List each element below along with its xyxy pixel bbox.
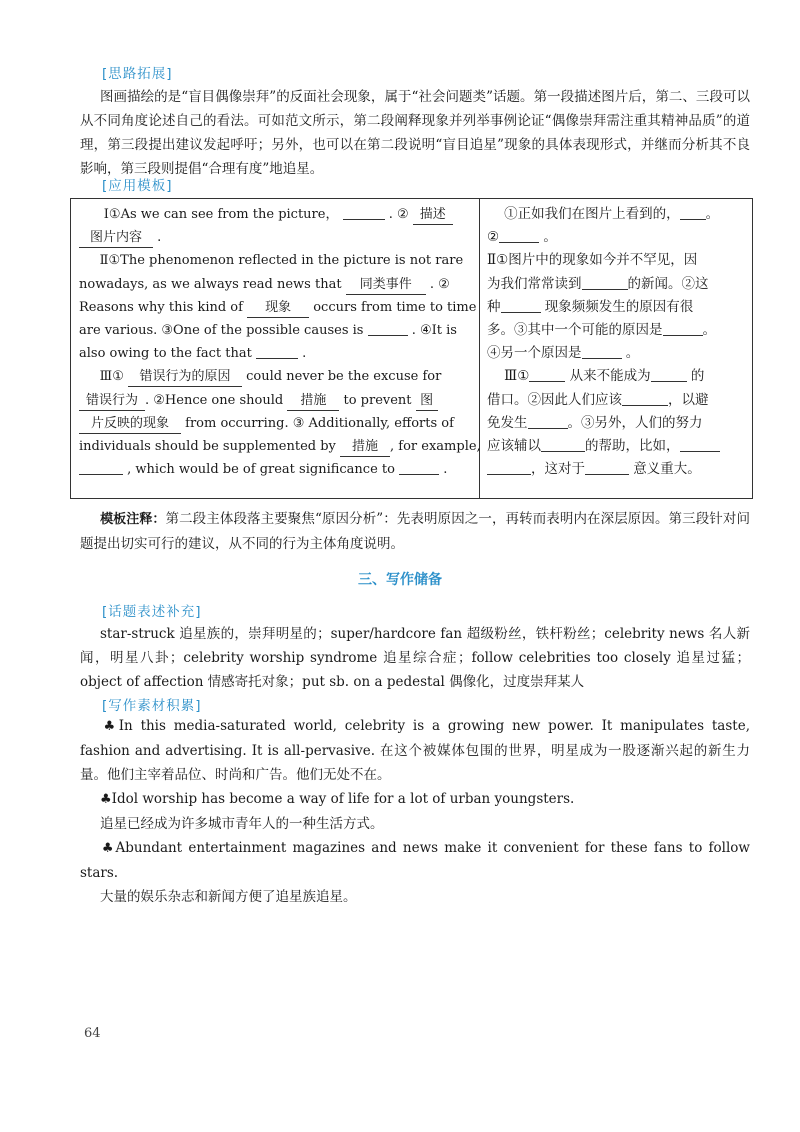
thinking-tag: [思路拓展] bbox=[102, 66, 173, 82]
material-item-text: 大量的娱乐杂志和新闻方便了追星族追星。 bbox=[100, 889, 357, 905]
fill-picture-a: 图 bbox=[416, 392, 438, 411]
r9a-text: 借口。②因此人们应该 bbox=[487, 391, 622, 408]
fill-measures-2: 措施 bbox=[340, 438, 390, 457]
material-item bbox=[80, 885, 750, 909]
material-item-text: Abundant entertainment magazines and news make it convenient for these fans to follow stars. bbox=[80, 840, 750, 881]
p3-text-g: , for example, bbox=[390, 439, 481, 455]
blank bbox=[680, 205, 706, 220]
clover-icon: ♣ bbox=[100, 792, 112, 807]
blank bbox=[528, 414, 568, 429]
thinking-paragraph bbox=[80, 85, 750, 181]
template-note bbox=[80, 507, 750, 556]
r7-text: ④另一个原因是 bbox=[487, 345, 582, 362]
r5a-text: 种 bbox=[487, 298, 501, 315]
fill-picture-content: 图片内容 bbox=[79, 229, 153, 248]
thinking-text: 图画描绘的是“盲目偶像崇拜”的反面社会现象，属于“社会问题类”话题。第一段描述图片后，第二、三段可以从不同角度论述自己的看法。可如范文所示，第二段阐释现象并列举事例论证“偶像崇拜需注重其精神品质”的道理，第三段提出建议发起呼吁；另外，也可以在第二段说明“盲目追星”现象的具体表现形式，并继而分析其不良影响，第三段则提倡“合理有度”地追星。 bbox=[80, 89, 750, 177]
blank bbox=[501, 298, 541, 313]
r5b-text: 现象频频发生的原因有很 bbox=[544, 298, 694, 315]
fill-phenomenon: 现象 bbox=[247, 299, 309, 318]
blank bbox=[487, 460, 531, 475]
note-label: 模板注释： bbox=[100, 512, 166, 527]
r4b-text: 的新闻。②这 bbox=[627, 275, 709, 292]
r6-text: 多。③其中一个可能的原因是 bbox=[487, 322, 663, 339]
page-number: 64 bbox=[84, 1026, 101, 1041]
material-item bbox=[80, 787, 750, 812]
template-english-column: Ⅰ①As we can see from the picture， . ② 描述 图片内容 . Ⅱ①The phenomenon reflected in the picture is not rare nowadays, as we always read news that 同类事件 . ② Reasons why this kind of 现象 occurs from time to time are various. ③One of the possible causes is . ④It is also owing to the fact that . Ⅲ① 错误行为的原因 could never be the excuse for 错误行为 . ②Hence one should 措施 to prevent 图 片反映的现象 from occurring. ③ Additionally, efforts of individuals should be supplemented by 措施 , for example, , which would be of great significance to . bbox=[79, 207, 481, 478]
blank bbox=[79, 460, 123, 475]
blank bbox=[499, 228, 539, 243]
clover-icon: ♣ bbox=[100, 841, 116, 856]
p2-text-a: Ⅱ①The phenomenon reflected in the picture is not rare bbox=[99, 253, 464, 269]
blank bbox=[680, 437, 720, 452]
material-item bbox=[80, 812, 750, 836]
template-table bbox=[70, 198, 753, 499]
p3-text-b: could never be the excuse for bbox=[246, 369, 442, 385]
blank bbox=[343, 205, 385, 220]
fill-measures: 措施 bbox=[287, 392, 339, 411]
p3-text-f: individuals should be supplemented by bbox=[79, 439, 336, 455]
section-title: 三、写作储备 bbox=[358, 572, 442, 588]
material-item bbox=[80, 836, 750, 885]
material-list bbox=[80, 714, 750, 909]
fill-picture-phenomenon: 片反映的现象 bbox=[79, 415, 181, 434]
template-tag: [应用模板] bbox=[102, 178, 173, 194]
material-item-text: In this media-saturated world, celebrity is a growing new power. It manipulates taste, fashion and advertising. It is all-pervasive. 在这个被媒体包围的世界，明星成为一股逐渐兴起的新生力量。他们主宰着品位、时尚和广告。他们无处不在。 bbox=[80, 718, 750, 783]
clover-icon: ♣ bbox=[100, 719, 119, 734]
blank bbox=[582, 344, 622, 359]
topic-text: star-struck 追星族的，崇拜明星的；super/hardcore fan 超级粉丝，铁杆粉丝；celebrity news 名人新闻，明星八卦；celebrity worship syndrome 追星综合症；follow celebrities too closely 追星过猛；object of affection 情感寄托对象；put sb. on a pedestal 偶像化，过度崇拜某人 bbox=[80, 626, 750, 690]
p2-text-b: nowadays, as we always read news that bbox=[79, 276, 342, 292]
r9b-text: ，以避 bbox=[668, 391, 709, 408]
r10b-text: 。③另外，人们的努力 bbox=[567, 414, 703, 431]
blank bbox=[256, 344, 298, 359]
p3-text-c: . ②Hence one should bbox=[145, 392, 284, 408]
blank bbox=[585, 460, 629, 475]
blank bbox=[622, 391, 668, 406]
blank bbox=[582, 275, 628, 290]
p1-text-b: . ② bbox=[388, 207, 409, 222]
r4a-text: 为我们常常读到 bbox=[487, 275, 582, 292]
template-chinese-column: ①正如我们在图片上看到的， 。 ② 。 Ⅱ①图片中的现象如今并不罕见，因 为我们常常读到 的新闻。②这 种 现象频频发生的原因有很 多。③其中一个可能的原因是 。 ④另一个原因是 。 Ⅲ① 从来不能成为 的 借口。②因此人们应该 ，以避 免发生 。③另外，人们的努力 应该辅以 的帮助，比如， ，这对于 意义重大。 bbox=[487, 206, 720, 478]
material-item-text: Idol worship has become a way of life for a lot of urban youngsters. bbox=[111, 791, 575, 807]
blank bbox=[663, 321, 703, 336]
fill-wrong-behavior: 错误行为 bbox=[79, 392, 145, 411]
blank bbox=[529, 367, 565, 382]
p2-text-e: occurs from time to time bbox=[313, 299, 477, 315]
r2-text: ② bbox=[487, 229, 500, 246]
r12a-text: ，这对于 bbox=[531, 461, 585, 478]
p2-text-c: . ② bbox=[429, 276, 450, 292]
material-tag: [写作素材积累] bbox=[102, 698, 202, 714]
p2-text-h: also owing to the fact that bbox=[79, 346, 252, 362]
material-item bbox=[80, 714, 750, 787]
fill-cause-of-wrong: 错误行为的原因 bbox=[128, 368, 242, 387]
r11a-text: 应该辅以 bbox=[487, 438, 541, 455]
p3-text-a: Ⅲ① bbox=[99, 369, 124, 385]
r8b-text: 从来不能成为 bbox=[569, 368, 651, 385]
p3-text-e: from occurring. ③ Additionally, efforts of bbox=[185, 415, 454, 431]
topic-tag: [话题表述补充] bbox=[102, 604, 202, 620]
r8a-text: Ⅲ① bbox=[504, 368, 530, 385]
material-item-text: 追星已经成为许多城市青年人的一种生活方式。 bbox=[100, 816, 384, 832]
r3-text: Ⅱ①图片中的现象如今并不罕见，因 bbox=[487, 252, 698, 269]
p3-text-d: to prevent bbox=[343, 392, 412, 408]
r8c-text: 的 bbox=[690, 368, 705, 385]
blank bbox=[651, 367, 687, 382]
r1-text: ①正如我们在图片上看到的， bbox=[504, 206, 680, 222]
blank bbox=[541, 437, 585, 452]
fill-similar-events: 同类事件 bbox=[346, 276, 426, 295]
p3-text-h: , which would be of great significance to bbox=[127, 462, 395, 478]
r10a-text: 免发生 bbox=[487, 414, 528, 431]
note-text: 第二段主体段落主要聚焦“原因分析”：先表明原因之一，再转而表明内在深层原因。第三段针对问题提出切实可行的建议，从不同的行为主体角度说明。 bbox=[80, 511, 750, 552]
r11b-text: 的帮助，比如， bbox=[585, 438, 680, 455]
p1-text: Ⅰ①As we can see from the picture， bbox=[103, 207, 339, 222]
fill-describe: 描述 bbox=[413, 206, 453, 225]
p2-text-f: are various. ③One of the possible causes is bbox=[79, 323, 364, 339]
blank bbox=[368, 321, 408, 336]
r12b-text: 意义重大。 bbox=[633, 461, 701, 478]
p2-text-g: . ④It is bbox=[411, 323, 457, 339]
topic-paragraph bbox=[80, 622, 750, 694]
blank bbox=[399, 460, 439, 475]
p2-text-d: Reasons why this kind of bbox=[79, 299, 243, 315]
